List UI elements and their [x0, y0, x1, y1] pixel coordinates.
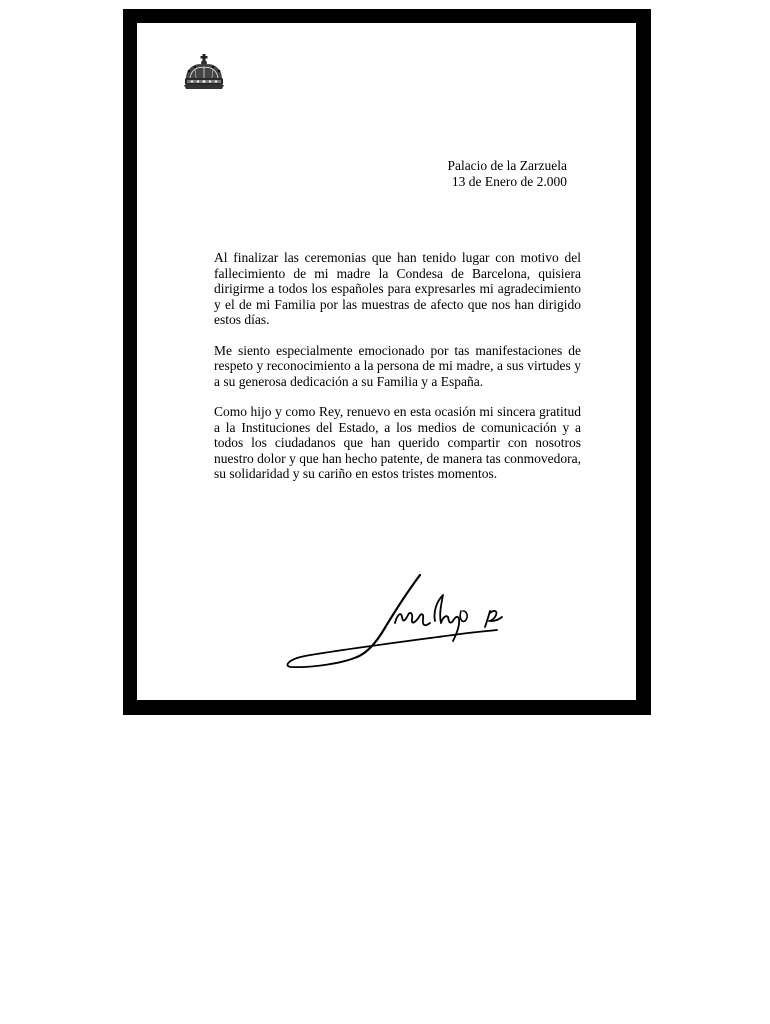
place-and-date: [447, 158, 567, 190]
date-line: 13 de Enero de 2.000: [451, 174, 567, 189]
place-line: Palacio de la Zarzuela: [447, 158, 567, 173]
letter-body: [214, 250, 581, 497]
handwritten-signature: [283, 571, 523, 679]
paragraph-3: Como hijo y como Rey, renuevo en esta ocasión mi sincera gratitud a la Instituciones del Estado, a los medios de comunicación y a todos los ciudadanos que han querido compartir con nosotros nuestro dolor y que han hecho patente, de manera tas conmovedora, su solidaridad y su cariño en estos tristes momentos.: [214, 404, 581, 481]
paragraph-1: Al finalizar las ceremonias que han tenido lugar con motivo del fallecimiento de mi madre la Condesa de Barcelona, quisiera dirigirme a todos los españoles para expresarles mi agradecimiento y el de mi Familia por las muestras de afecto que nos han dirigido estos días.: [214, 250, 581, 327]
paragraph-2: Me siento especialmente emocionado por tas manifestaciones de respeto y reconocimiento a la persona de mi madre, a sus virtudes y a su generosa dedicación a su Familia y a España.: [214, 342, 581, 389]
document-frame: [123, 9, 651, 715]
letter-sheet: [137, 23, 636, 700]
royal-crown-icon: [181, 53, 227, 91]
